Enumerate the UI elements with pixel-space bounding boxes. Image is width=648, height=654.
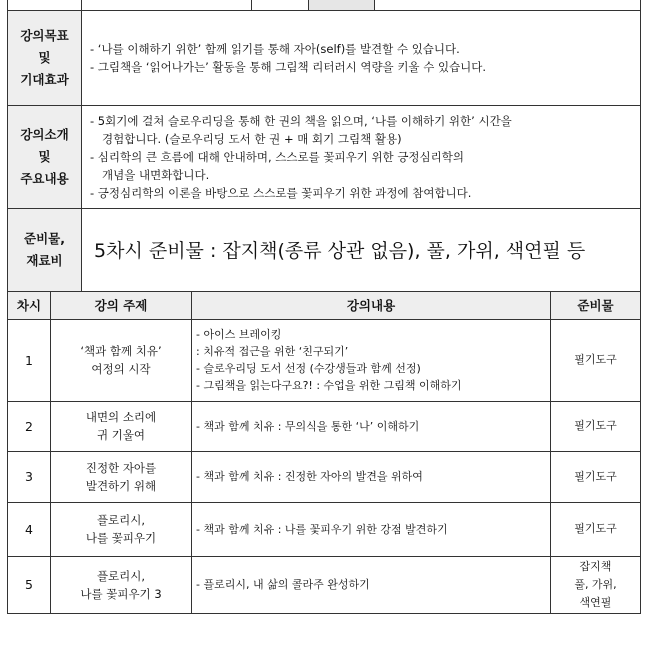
intro-line: - 긍정심리학의 이론을 바탕으로 스스로를 꽃피우기 위한 과정에 참여합니다. xyxy=(90,185,472,200)
session-content: - 책과 함께 치유 : 무의식을 통한 ‘나’ 이해하기 xyxy=(192,401,551,451)
schedule-row xyxy=(8,556,641,613)
session-number: 2 xyxy=(8,401,51,451)
schedule-row xyxy=(8,319,641,401)
session-content: - 플로리시, 내 삶의 콜라주 완성하기 xyxy=(192,556,551,613)
top-cell xyxy=(252,0,309,10)
objectives-line: - 그림책을 ‘읽어나가는’ 활동을 통해 그림책 리터러시 역량을 키울 수 있습니다. xyxy=(90,59,487,74)
session-number: 5 xyxy=(8,556,51,613)
top-cell-shaded xyxy=(309,0,375,10)
intro-content xyxy=(82,105,641,208)
session-number: 4 xyxy=(8,502,51,556)
schedule-row xyxy=(8,502,641,556)
objectives-content xyxy=(82,10,641,105)
objectives-line: - ‘나를 이해하기 위한’ 함께 읽기를 통해 자아(self)를 발견할 수 있습니다. xyxy=(90,41,460,56)
top-cell xyxy=(8,0,82,10)
top-cell xyxy=(375,0,641,10)
schedule-header-row xyxy=(8,291,641,319)
header-topic: 강의 주제 xyxy=(51,291,192,319)
intro-line: - 5회기에 걸쳐 슬로우리딩을 통해 한 권의 책을 읽으며, ‘나를 이해하기 위한’ 시간을 xyxy=(90,113,512,128)
intro-label: 강의소개 및 주요내용 xyxy=(8,105,82,208)
course-info-table xyxy=(7,0,641,292)
schedule-row xyxy=(8,401,641,451)
top-continuation-row xyxy=(8,0,641,10)
session-topic: 내면의 소리에 귀 기울여 xyxy=(51,401,192,451)
materials-row xyxy=(8,208,641,291)
objectives-label: 강의목표 및 기대효과 xyxy=(8,10,82,105)
session-prep: 필기도구 xyxy=(551,502,641,556)
intro-line: 개념을 내면화합니다. xyxy=(102,167,210,182)
materials-text: 5차시 준비물 : 잡지책(종류 상관 없음), 풀, 가위, 색연필 등 xyxy=(82,208,641,291)
schedule-table xyxy=(7,291,641,614)
course-plan-document xyxy=(7,0,640,614)
session-content: - 책과 함께 치유 : 나를 꽃피우기 위한 강점 발견하기 xyxy=(192,502,551,556)
intro-line: 경험합니다. (슬로우리딩 도서 한 권 + 매 회기 그림책 활용) xyxy=(102,131,402,146)
session-number: 1 xyxy=(8,319,51,401)
materials-label: 준비물, 재료비 xyxy=(8,208,82,291)
intro-row xyxy=(8,105,641,208)
session-topic: 플로리시, 나를 꽃피우기 xyxy=(51,502,192,556)
session-prep: 필기도구 xyxy=(551,401,641,451)
session-prep: 필기도구 xyxy=(551,451,641,502)
session-prep: 잡지책 풀, 가위, 색연필 xyxy=(551,556,641,613)
header-content: 강의내용 xyxy=(192,291,551,319)
objectives-row xyxy=(8,10,641,105)
header-prep: 준비물 xyxy=(551,291,641,319)
schedule-row xyxy=(8,451,641,502)
session-topic: ‘책과 함께 치유’ 여정의 시작 xyxy=(51,319,192,401)
session-content: - 책과 함께 치유 : 진정한 자아의 발견을 위하여 xyxy=(192,451,551,502)
intro-line: - 심리학의 큰 흐름에 대해 안내하며, 스스로를 꽃피우기 위한 긍정심리학의 xyxy=(90,149,464,164)
session-content: - 아이스 브레이킹 : 치유적 접근을 위한 ‘친구되기’ - 슬로우리딩 도서 선정 (수강생들과 함께 선정) - 그림책을 읽는다구요?! : 수업을 위한 그림책 이해하기 xyxy=(192,319,551,401)
session-topic: 플로리시, 나를 꽃피우기 3 xyxy=(51,556,192,613)
session-number: 3 xyxy=(8,451,51,502)
session-topic: 진정한 자아를 발견하기 위해 xyxy=(51,451,192,502)
session-prep: 필기도구 xyxy=(551,319,641,401)
header-session: 차시 xyxy=(8,291,51,319)
top-cell xyxy=(82,0,252,10)
